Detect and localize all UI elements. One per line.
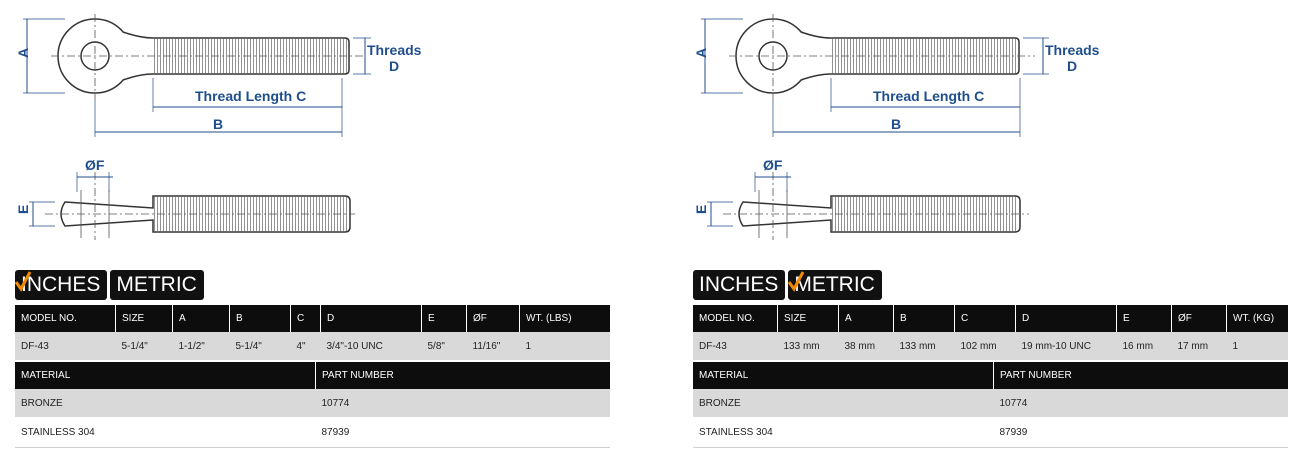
- threads-label: Threads: [1045, 42, 1100, 58]
- col-a: A: [173, 305, 230, 332]
- table-row: [693, 332, 1288, 360]
- cell-weight: 1: [1227, 332, 1289, 360]
- cell-a: 1-1/2": [173, 332, 230, 360]
- table-row: [15, 332, 610, 360]
- cell-d: 3/4"-10 UNC: [321, 332, 422, 360]
- spec-header-row: [15, 305, 610, 332]
- cell-material: STAINLESS 304: [693, 417, 994, 448]
- cell-d: 19 mm-10 UNC: [1016, 332, 1117, 360]
- cell-c: 4": [291, 332, 321, 360]
- col-d: D: [321, 305, 422, 332]
- spec-table: [693, 305, 1288, 360]
- spec-table: [15, 305, 610, 360]
- cell-b: 5-1/4": [230, 332, 291, 360]
- col-c: C: [291, 305, 321, 332]
- col-weight: WT. (KG): [1227, 305, 1289, 332]
- dim-a-label: A: [15, 47, 31, 58]
- top-view: [23, 14, 371, 137]
- col-weight: WT. (LBS): [520, 305, 611, 332]
- side-view: [707, 172, 1029, 240]
- col-b: B: [230, 305, 291, 332]
- col-material: MATERIAL: [693, 362, 994, 389]
- dim-f-label: ØF: [763, 157, 783, 173]
- dim-a-label: A: [693, 47, 709, 58]
- tab-inches[interactable]: [15, 270, 107, 300]
- threads-d-label: D: [389, 58, 400, 74]
- dim-b-label: B: [213, 116, 224, 132]
- dim-f-label: ØF: [85, 157, 105, 173]
- side-view: [29, 172, 355, 240]
- col-e: E: [1117, 305, 1172, 332]
- material-header-row: [15, 362, 610, 389]
- cell-material: BRONZE: [693, 389, 994, 417]
- col-f: ØF: [1172, 305, 1227, 332]
- cell-b: 133 mm: [894, 332, 955, 360]
- tab-inches-label: INCHES: [21, 273, 101, 296]
- col-f: ØF: [467, 305, 520, 332]
- check-icon: [14, 270, 32, 292]
- col-part-number: PART NUMBER: [994, 362, 1289, 389]
- metric-panel: [693, 0, 1293, 463]
- col-size: SIZE: [116, 305, 173, 332]
- col-c: C: [955, 305, 1016, 332]
- spec-header-row: [693, 305, 1288, 332]
- cell-size: 5-1/4": [116, 332, 173, 360]
- cell-e: 5/8": [422, 332, 467, 360]
- dim-b-label: B: [891, 116, 902, 132]
- cell-f: 17 mm: [1172, 332, 1227, 360]
- col-d: D: [1016, 305, 1117, 332]
- dim-e-label: E: [15, 204, 31, 214]
- col-size: SIZE: [778, 305, 839, 332]
- thread-length-label: Thread Length C: [195, 88, 307, 104]
- tab-metric[interactable]: [788, 270, 882, 300]
- col-a: A: [839, 305, 894, 332]
- table-row: [693, 417, 1288, 448]
- cell-model: DF-43: [693, 332, 778, 360]
- cell-f: 11/16": [467, 332, 520, 360]
- check-icon: [787, 270, 805, 292]
- material-table: [693, 362, 1288, 448]
- col-b: B: [894, 305, 955, 332]
- col-material: MATERIAL: [15, 362, 316, 389]
- cell-model: DF-43: [15, 332, 116, 360]
- eye-bolt-drawing: [693, 0, 1293, 260]
- threads-label: Threads: [367, 42, 422, 58]
- thread-length-label: Thread Length C: [873, 88, 985, 104]
- cell-e: 16 mm: [1117, 332, 1172, 360]
- eye-bolt-drawing: [15, 0, 615, 260]
- cell-part-number: 87939: [316, 417, 611, 448]
- cell-part-number: 10774: [994, 389, 1289, 417]
- cell-size: 133 mm: [778, 332, 839, 360]
- unit-tabs: [15, 270, 204, 300]
- unit-tabs: [693, 270, 882, 300]
- table-row: [693, 389, 1288, 417]
- inches-panel: [15, 0, 615, 463]
- col-model: MODEL NO.: [15, 305, 116, 332]
- tab-metric-label: METRIC: [116, 273, 197, 296]
- top-view: [701, 14, 1049, 137]
- cell-c: 102 mm: [955, 332, 1016, 360]
- tab-metric-label: METRIC: [794, 273, 875, 296]
- cell-part-number: 87939: [994, 417, 1289, 448]
- col-e: E: [422, 305, 467, 332]
- dim-e-label: E: [693, 204, 709, 214]
- col-part-number: PART NUMBER: [316, 362, 611, 389]
- cell-a: 38 mm: [839, 332, 894, 360]
- material-header-row: [693, 362, 1288, 389]
- tab-inches-label: INCHES: [699, 273, 779, 296]
- cell-material: STAINLESS 304: [15, 417, 316, 448]
- cell-material: BRONZE: [15, 389, 316, 417]
- cell-weight: 1: [520, 332, 611, 360]
- col-model: MODEL NO.: [693, 305, 778, 332]
- threads-d-label: D: [1067, 58, 1078, 74]
- cell-part-number: 10774: [316, 389, 611, 417]
- table-row: [15, 389, 610, 417]
- table-row: [15, 417, 610, 448]
- material-table: [15, 362, 610, 448]
- tab-inches[interactable]: [693, 270, 785, 300]
- tab-metric[interactable]: [110, 270, 204, 300]
